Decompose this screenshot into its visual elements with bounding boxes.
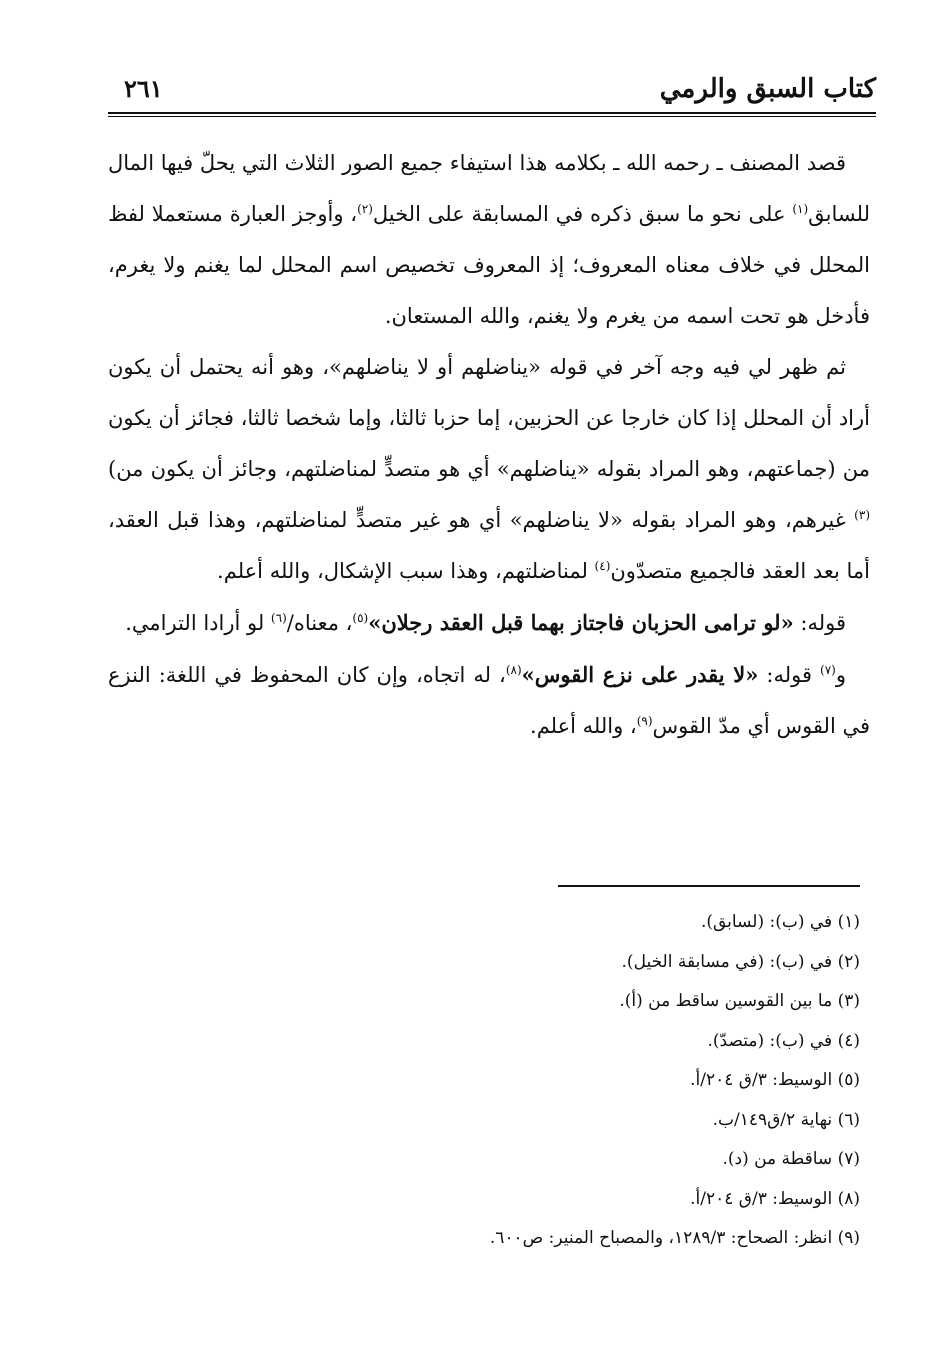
- footnote-ref: (٩): [636, 714, 653, 728]
- footnote-ref: (٥): [352, 611, 369, 625]
- paragraph-4: [108, 649, 870, 752]
- header-rule: [108, 112, 876, 117]
- text-run: على نحو ما سبق ذكره في المسابقة على الخيل: [372, 202, 793, 226]
- text-run: ، معناه/: [286, 611, 353, 635]
- main-text: [108, 138, 870, 752]
- page-number: ٢٦١: [124, 74, 163, 103]
- footnote-item: (٦) نهاية ٢/ق١٤٩/ب.: [712, 1109, 860, 1130]
- footnote-item: (٨) الوسيط: ٣/ق ٢٠٤/أ.: [690, 1188, 860, 1209]
- footnotes: [108, 903, 860, 1259]
- footnote-ref: (٧): [820, 663, 836, 677]
- footnote-ref: (٣): [854, 508, 870, 522]
- text-run: و: [835, 663, 846, 687]
- footnote-item: (٧) ساقطة من (د).: [722, 1149, 860, 1169]
- quoted-text: «لو ترامى الحزبان فاجتاز بهما قبل العقد رجلان»: [368, 610, 794, 635]
- footnote-separator: [558, 885, 860, 887]
- text-run: ، والله أعلم.: [530, 714, 637, 738]
- footnote-ref: (١): [792, 202, 809, 216]
- footnote-item: (٢) في (ب): (في مسابقة الخيل).: [621, 951, 860, 972]
- footnote-ref: (٨): [505, 663, 522, 677]
- text-run: ، له اتجاه، وإن كان المحفوظ في اللغة: النزع في القوس أي مدّ القوس: [108, 663, 870, 738]
- footnote-ref: (٢): [357, 202, 373, 216]
- quoted-text: «لا يقدر على نزع القوس»: [521, 662, 759, 687]
- paragraph-2: [108, 342, 870, 597]
- paragraph-1: [108, 138, 870, 342]
- text-run: قوله:: [758, 663, 821, 687]
- footnote-ref: (٦): [270, 611, 287, 625]
- footnote-item: (٥) الوسيط: ٣/ق ٢٠٤/أ.: [690, 1070, 860, 1090]
- footnote-item: (٩) انظر: الصحاح: ١٢٨٩/٣، والمصباح المنير: ص٦٠٠.: [489, 1228, 860, 1248]
- paragraph-3: [108, 597, 870, 649]
- text-run: ، وأوجز العبارة مستعملا لفظ المحلل في خلاف معناه المعروف؛ إذ المعروف تخصيص اسم المحلل لما يغنم ولا يغرم، فأدخل هو تحت اسمه من يغرم ولا يغنم، والله المستعان.: [108, 202, 870, 328]
- text-run: ثم ظهر لي فيه وجه آخر في قوله «يناضلهم أو لا يناضلهم»، وهو أنه يحتمل أن يكون أراد أن المحلل إذا كان خارجا عن الحزبين، إما حزبا ثالثا، وإما شخصا ثالثا، فجائز أن يكون من (جماعتهم، وهو المراد بقوله «يناضلهم» أي هو متصدٍّ لمناضلتهم، وجائز أن يكون من): [108, 355, 870, 481]
- text-run: لمناضلتهم، وهذا سبب الإشكال، والله أعلم.: [217, 559, 595, 583]
- chapter-title: كتاب السبق والرمي: [659, 74, 876, 104]
- footnote-item: (٤) في (ب): (متصدّ).: [707, 1030, 860, 1051]
- running-header: [108, 68, 876, 118]
- footnote-item: (٣) ما بين القوسين ساقط من (أ).: [619, 991, 860, 1011]
- text-run: غيرهم، وهو المراد بقوله «لا يناضلهم» أي هو غير متصدٍّ لمناضلتهم، وهذا قبل العقد، أما بعد العقد فالجميع متصدّون: [108, 508, 870, 583]
- text-run: لو أرادا الترامي.: [125, 611, 271, 635]
- footnote-item: (١) في (ب): (لسابق).: [700, 912, 860, 932]
- footnote-ref: (٤): [594, 559, 611, 573]
- text-run: قصد المصنف ـ رحمه الله ـ بكلامه هذا استيفاء جميع الصور الثلاث التي يحلّ فيها المال للسابق: [108, 151, 870, 226]
- text-run: قوله:: [793, 611, 846, 635]
